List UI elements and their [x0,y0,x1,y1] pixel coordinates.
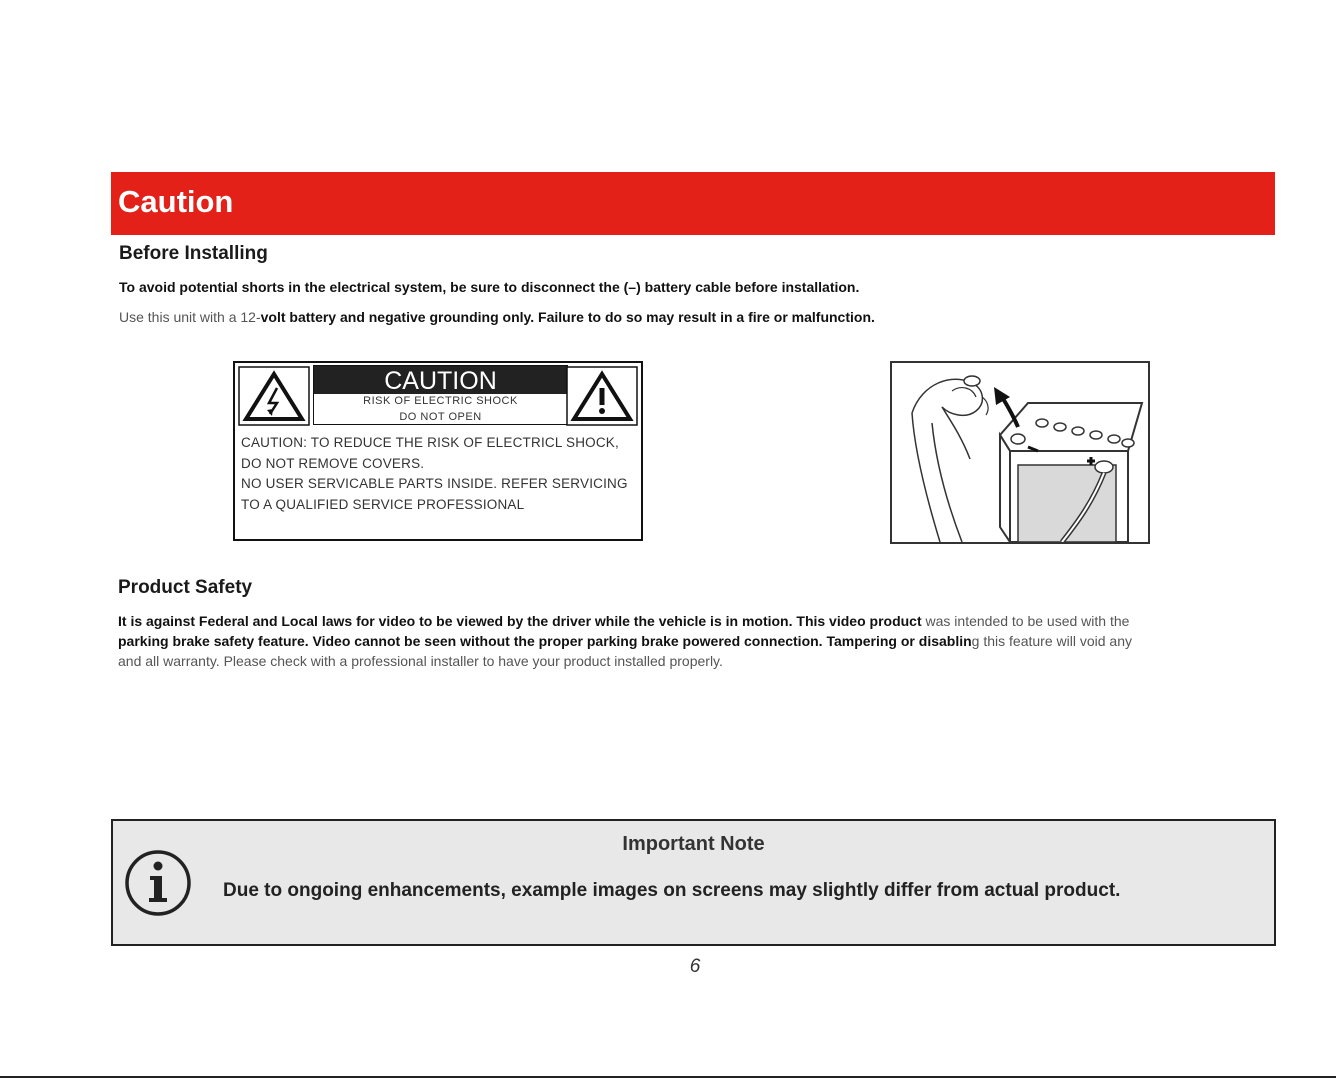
important-note-box [111,819,1276,946]
battery-disconnect-illustration [890,361,1150,544]
caution-label-body [241,433,637,515]
caution-label-sub1: RISK OF ELECTRIC SHOCK [363,395,518,407]
note-title: Important Note [622,833,765,855]
safety-bold-part: It is against Federal and Local laws for video to be viewed by the driver while the vehicle is in motion. This video product [118,613,922,629]
product-safety-line3: and all warranty. Please check with a professional installer to have your product installed properly. [118,653,723,669]
safety-bold-part2: parking brake safety feature. Video cannot be seen without the proper parking brake powered connection. Tampering or disablin [118,633,972,649]
product-safety-heading: Product Safety [118,577,253,598]
caution-label-line: CAUTION: TO REDUCE THE RISK OF ELECTRICL SHOCK, [241,435,619,450]
caution-label-header [313,365,568,425]
before-installing-line1: To avoid potential shorts in the electrical system, be sure to disconnect the (–) battery cable before installation. [119,279,860,295]
caution-banner [111,172,1275,235]
product-safety-line1 [118,611,1129,631]
before-installing-line2 [119,307,875,327]
caution-label-line: TO A QUALIFIED SERVICE PROFESSIONAL [241,496,525,512]
caution-label [233,361,643,541]
exclamation-warning-icon [566,366,638,426]
note-text: Due to ongoing enhancements, example images on screens may slightly differ from actual product. [223,880,1121,901]
caution-label-sub2: DO NOT OPEN [399,411,482,423]
before-installing-heading: Before Installing [119,243,268,264]
caution-label-title: CAUTION [314,366,567,394]
caution-label-line: NO USER SERVICABLE PARTS INSIDE. REFER SERVICING [241,476,628,491]
line2-bold: volt battery and negative grounding only. Failure to do so may result in a fire or malfunction. [260,309,875,325]
info-icon [124,849,192,917]
safety-plain-part2: g this feature will void any [971,633,1132,649]
safety-plain-part: was intended to be used with the [921,613,1130,629]
line2-plain: Use this unit with a 12- [119,309,261,325]
page-number: 6 [689,956,701,977]
section-title: Caution [118,184,234,219]
battery-illustration-icon [892,363,1148,542]
lightning-warning-icon [238,366,310,426]
caution-label-line: DO NOT REMOVE COVERS. [241,455,425,471]
product-safety-line2 [118,631,1132,651]
